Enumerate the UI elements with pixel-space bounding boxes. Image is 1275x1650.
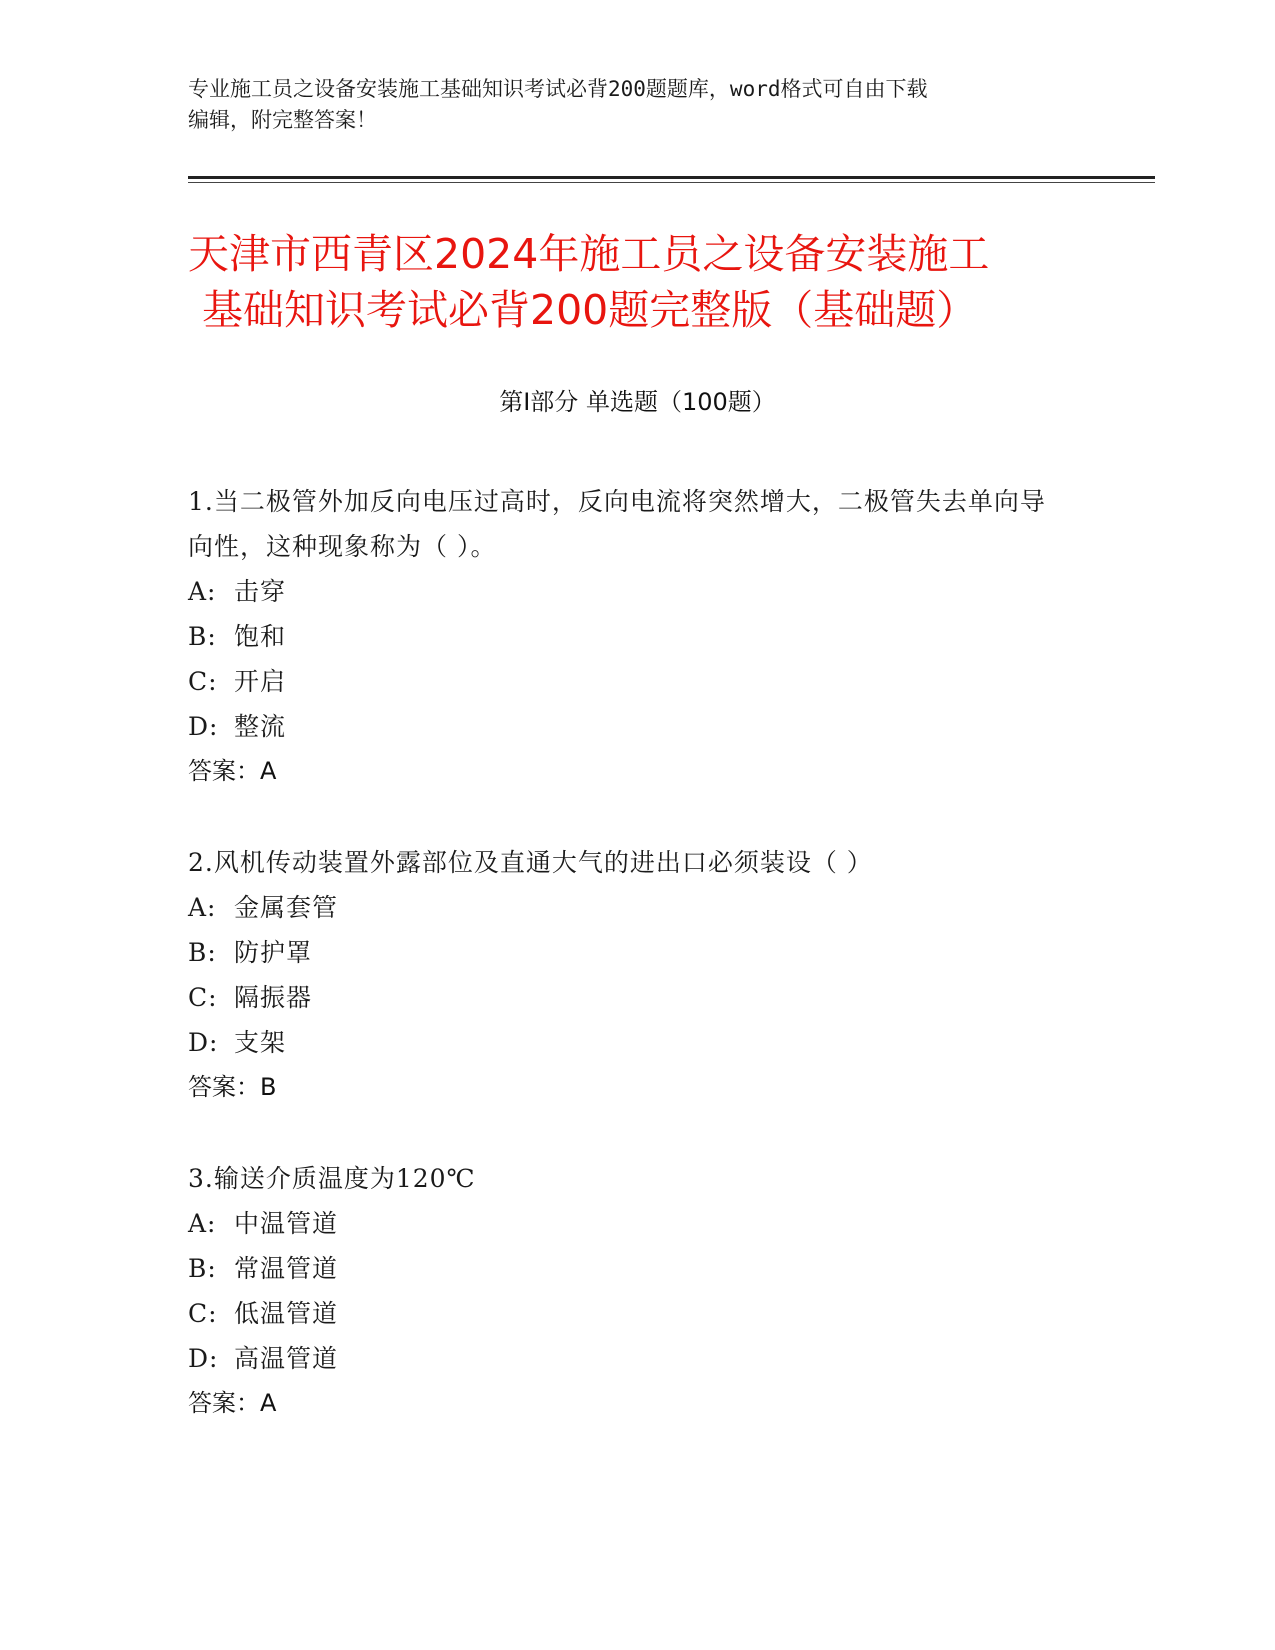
- option-text: 常温管道: [234, 1254, 339, 1283]
- option-key: B:: [188, 1254, 217, 1283]
- option-d: [188, 1336, 1068, 1381]
- option-a: [188, 1201, 1068, 1246]
- option-text: 中温管道: [234, 1209, 339, 1238]
- header-note: [188, 74, 1068, 136]
- question-stem: 3.输送介质温度为120℃: [188, 1164, 476, 1193]
- option-text: 低温管道: [234, 1299, 339, 1328]
- answer-line: 答案：A: [188, 757, 277, 785]
- option-c: [188, 1291, 1068, 1336]
- option-text: 高温管道: [234, 1344, 339, 1373]
- option-key: B:: [188, 938, 217, 967]
- header-divider-thick: [188, 176, 1155, 179]
- option-key: D:: [188, 1028, 219, 1057]
- option-text: 支架: [234, 1028, 287, 1057]
- option-text: 整流: [234, 712, 287, 741]
- option-key: D:: [188, 712, 219, 741]
- option-key: A:: [188, 1209, 217, 1238]
- option-key: C:: [188, 983, 218, 1012]
- header-note-line2: 编辑，附完整答案！: [188, 108, 377, 132]
- option-c: [188, 659, 1068, 704]
- option-key: C:: [188, 667, 218, 696]
- document-title-line2: 基础知识考试必背200题完整版（基础题）: [202, 286, 978, 334]
- option-text: 饱和: [234, 622, 287, 651]
- option-a: [188, 569, 1068, 614]
- option-key: B:: [188, 622, 217, 651]
- question-3: [188, 1156, 1068, 1426]
- question-stem: 1.当二极管外加反向电压过高时，反向电流将突然增大，二极管失去单向导向性，这种现象称为（ ）。: [188, 487, 1046, 561]
- question-2: [188, 840, 1068, 1110]
- option-key: D:: [188, 1344, 219, 1373]
- option-text: 开启: [234, 667, 287, 696]
- option-key: A:: [188, 893, 217, 922]
- option-text: 防护罩: [234, 938, 313, 967]
- option-text: 金属套管: [234, 893, 339, 922]
- question-stem: 2.风机传动装置外露部位及直通大气的进出口必须装设（ ）: [188, 848, 873, 877]
- question-1: [188, 479, 1068, 794]
- section-heading: 第Ⅰ部分 单选题（100题）: [499, 388, 776, 416]
- option-text: 隔振器: [234, 983, 313, 1012]
- option-b: [188, 614, 1068, 659]
- option-d: [188, 1020, 1068, 1065]
- header-divider-thin: [188, 182, 1155, 183]
- option-key: A:: [188, 577, 217, 606]
- header-note-line1: 专业施工员之设备安装施工基础知识考试必背200题题库，word格式可自由下载: [188, 77, 928, 101]
- option-b: [188, 1246, 1068, 1291]
- option-b: [188, 930, 1068, 975]
- option-key: C:: [188, 1299, 218, 1328]
- question-list: [188, 479, 1068, 1472]
- document-title: [188, 226, 1108, 338]
- answer-line: 答案：A: [188, 1389, 277, 1417]
- option-a: [188, 885, 1068, 930]
- option-c: [188, 975, 1068, 1020]
- option-text: 击穿: [234, 577, 287, 606]
- answer-line: 答案：B: [188, 1073, 277, 1101]
- document-title-line1: 天津市西青区2024年施工员之设备安装施工: [188, 230, 990, 278]
- option-d: [188, 704, 1068, 749]
